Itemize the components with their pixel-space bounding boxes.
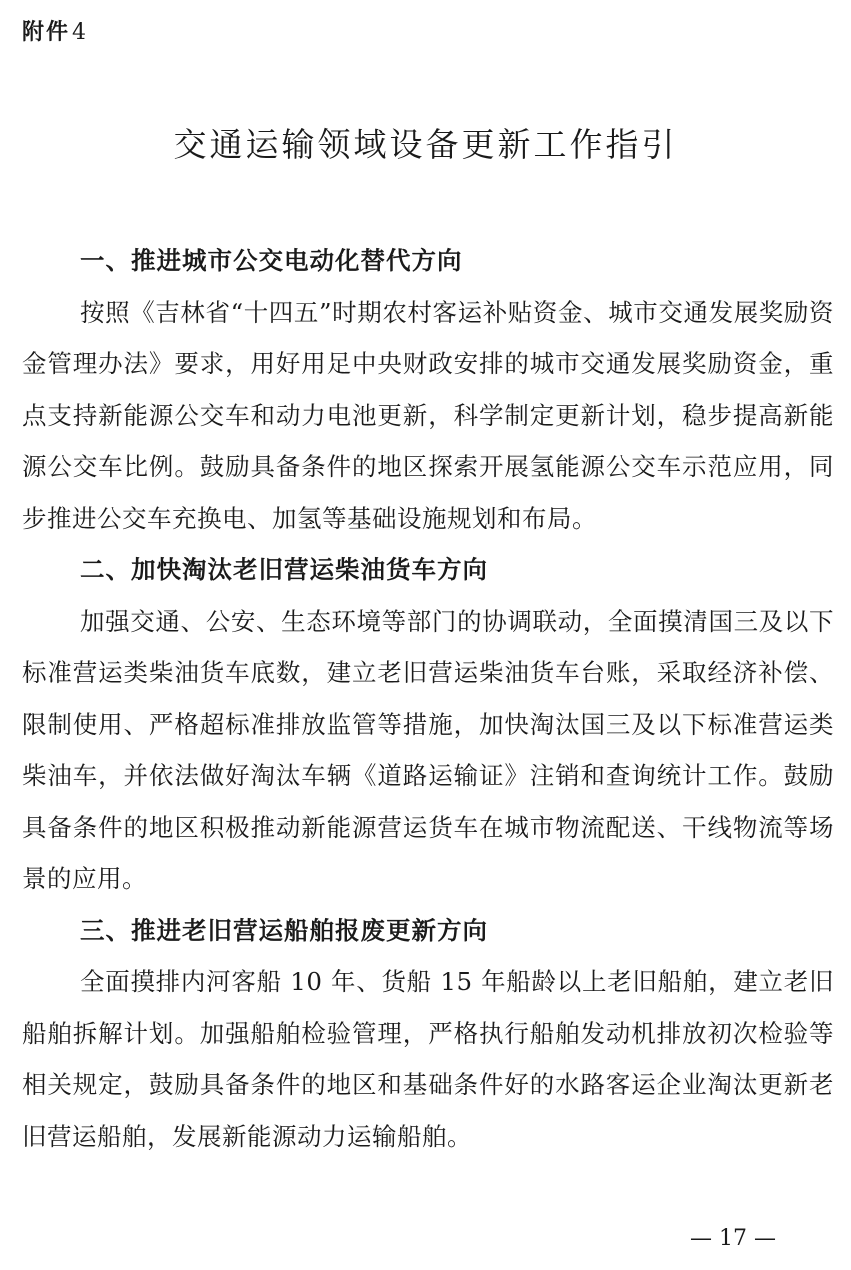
page-number: — 17 — (690, 1226, 776, 1251)
section-heading-3: 三、推进老旧营运船舶报废更新方向 (80, 915, 488, 945)
document-title: 交通运输领域设备更新工作指引 (173, 125, 678, 164)
section-heading-2: 二、加快淘汰老旧营运柴油货车方向 (80, 555, 488, 584)
attachment-label (22, 18, 88, 48)
attachment-text: 附件 (22, 20, 71, 45)
section-paragraph-2: 加强交通、公安、生态环境等部门的协调联动，全面摸清国三及以下标准营运类柴油货车底数，建立老旧营运柴油货车台账，采取经济补偿、限制使用、严格超标准排放监管等措施，加快淘汰国三及以下标准营运类柴油车，并依法做好淘汰车辆《道路运输证》注销和查询统计工作。鼓励具备条件的地区积极推动新能源营运货车在城市物流配送、干线物流等场景的应用。 (22, 606, 834, 893)
section-heading-1: 一、推进城市公交电动化替代方向 (80, 246, 463, 275)
document-body (22, 235, 834, 1162)
attachment-number: 4 (72, 20, 89, 45)
section-paragraph-3: 全面摸排内河客船 10 年、货船 15 年船龄以上老旧船舶，建立老旧船舶拆解计划。加强船舶检验管理，严格执行船舶发动机排放初次检验等相关规定，鼓励具备条件的地区和基础条件好的水路客运企业淘汰更新老旧营运船舶，发展新能源动力运输船舶。 (22, 967, 834, 1151)
section-paragraph-1: 按照《吉林省“十四五”时期农村客运补贴资金、城市交通发展奖励资金管理办法》要求，用好用足中央财政安排的城市交通发展奖励资金，重点支持新能源公交车和动力电池更新，科学制定更新计划，稳步提高新能源公交车比例。鼓励具备条件的地区探索开展氢能源公交车示范应用，同步推进公交车充换电、加氢等基础设施规划和布局。 (22, 297, 834, 533)
